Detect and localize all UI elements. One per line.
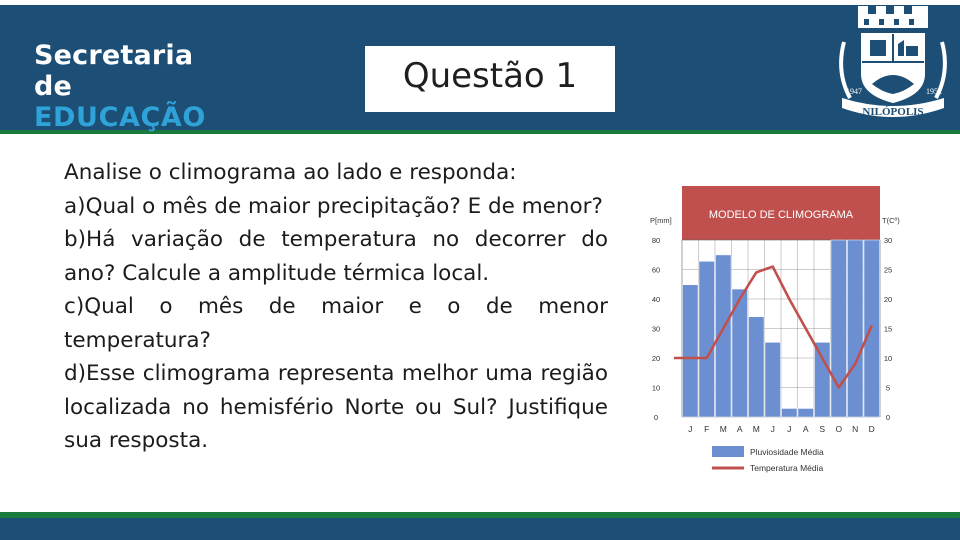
precipitation-bar bbox=[782, 408, 798, 417]
logo-line-1: Secretaria de bbox=[34, 40, 194, 102]
left-tick-label: 80 bbox=[651, 236, 661, 245]
question-text bbox=[64, 156, 608, 458]
precipitation-bar bbox=[683, 285, 699, 417]
category-tick-label: S bbox=[819, 424, 826, 434]
precipitation-bar bbox=[831, 240, 847, 417]
legend-label-temperature: Temperatura Média bbox=[750, 463, 824, 473]
left-tick-label: 0 bbox=[653, 413, 659, 422]
right-tick-label: 20 bbox=[883, 295, 893, 304]
category-tick-label: D bbox=[868, 424, 875, 434]
left-tick-label: 60 bbox=[651, 265, 661, 275]
chart-title: MODELO DE CLIMOGRAMA bbox=[708, 209, 854, 221]
precipitation-bar bbox=[815, 342, 831, 417]
nilopolis-crest bbox=[834, 2, 952, 132]
precipitation-bar bbox=[798, 408, 814, 417]
climogram-chart bbox=[630, 180, 930, 480]
header bbox=[0, 0, 960, 134]
left-axis-label: P[mm] bbox=[650, 216, 672, 225]
right-axis-label: T(Cº) bbox=[882, 216, 900, 225]
category-tick-label: M bbox=[752, 424, 760, 434]
left-tick-label: 20 bbox=[651, 354, 661, 363]
legend-label-precipitation: Pluviosidade Média bbox=[750, 447, 824, 457]
left-tick-label: 10 bbox=[651, 383, 661, 393]
question-item-b: b)Há variação de temperatura no decorrer do ano? Calcule a amplitude térmica local. bbox=[64, 227, 608, 286]
crest-icon bbox=[834, 2, 952, 132]
precipitation-bar bbox=[765, 342, 781, 417]
precipitation-bar bbox=[749, 317, 765, 417]
footer-band bbox=[0, 518, 960, 540]
crest-year-left: 1947 bbox=[846, 87, 862, 96]
category-tick-label: J bbox=[787, 424, 792, 434]
category-tick-label: A bbox=[802, 424, 809, 434]
category-tick-label: A bbox=[736, 424, 743, 434]
question-item-d: d)Esse climograma representa melhor uma região localizada no hemisfério Norte ou Sul? Justifique sua resposta. bbox=[64, 361, 608, 453]
right-tick-label: 25 bbox=[883, 265, 893, 275]
legend-swatch-precipitation bbox=[712, 446, 744, 457]
category-tick-label: N bbox=[852, 424, 859, 434]
category-tick-label: O bbox=[835, 424, 843, 434]
right-tick-label: 10 bbox=[883, 354, 893, 363]
secretaria-logo bbox=[34, 40, 234, 133]
climogram-svg bbox=[630, 180, 930, 480]
right-tick-label: 30 bbox=[883, 236, 893, 245]
category-tick-label: J bbox=[770, 424, 775, 434]
crest-year-right: 1952 bbox=[926, 87, 942, 96]
logo-line-2: EDUCAÇÃO bbox=[34, 102, 206, 133]
right-tick-label: 5 bbox=[885, 383, 891, 393]
category-tick-label: J bbox=[688, 424, 693, 434]
left-tick-label: 30 bbox=[651, 324, 661, 334]
slide-title: Questão 1 bbox=[402, 56, 578, 96]
right-tick-label: 15 bbox=[883, 324, 893, 334]
precipitation-bar bbox=[699, 261, 715, 417]
left-tick-label: 40 bbox=[651, 295, 661, 304]
crest-name: NILÓPOLIS bbox=[862, 106, 924, 118]
chart-legend bbox=[712, 446, 824, 473]
precipitation-bar bbox=[848, 240, 864, 417]
question-intro: Analise o climograma ao lado e responda: bbox=[64, 160, 517, 185]
category-tick-label: M bbox=[719, 424, 727, 434]
question-item-a: a)Qual o mês de maior precipitação? E de menor? bbox=[64, 193, 603, 219]
right-tick-label: 0 bbox=[885, 413, 891, 422]
question-item-c: c)Qual o mês de maior e o de menor temperatura? bbox=[64, 294, 608, 353]
category-tick-label: F bbox=[704, 424, 710, 434]
